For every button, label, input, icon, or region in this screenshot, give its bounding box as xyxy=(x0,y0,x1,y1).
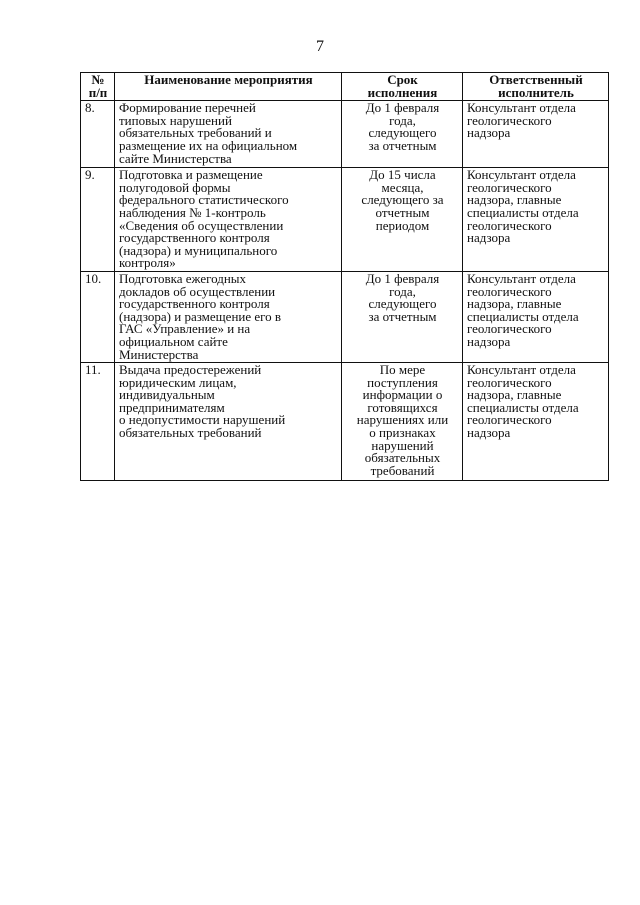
activity-name: Подготовка ежегодных докладов об осуществлении государственного контроля (надзора) и размещение его в ГАС «Управление» и на официальном сайте Министерства xyxy=(115,271,342,362)
table-row xyxy=(81,101,609,168)
activity-name: Подготовка и размещение полугодовой формы федерального статистического наблюдения № 1-контроль «Сведения об осуществлении государственного контроля (надзора) и муниципального контроля» xyxy=(115,168,342,272)
responsible: Консультант отдела геологического надзора, главные специалисты отдела геологического надзора xyxy=(463,363,609,481)
table-row xyxy=(81,271,609,362)
page-number: 7 xyxy=(316,38,324,55)
deadline: До 1 февраля года, следующего за отчетным xyxy=(342,101,463,168)
activity-name: Формирование перечней типовых нарушений обязательных требований и размещение их на официальном сайте Министерства xyxy=(115,101,342,168)
row-number: 10. xyxy=(81,271,115,362)
responsible: Консультант отдела геологического надзора, главные специалисты отдела геологического надзора xyxy=(463,271,609,362)
header-deadline: Срок исполнения xyxy=(342,73,463,101)
row-number: 8. xyxy=(81,101,115,168)
row-number: 11. xyxy=(81,363,115,481)
header-number: № п/п xyxy=(81,73,115,101)
deadline: До 1 февраля года, следующего за отчетным xyxy=(342,271,463,362)
row-number: 9. xyxy=(81,168,115,272)
deadline: До 15 числа месяца, следующего за отчетным периодом xyxy=(342,168,463,272)
deadline: По мере поступления информации о готовящихся нарушениях или о признаках нарушений обязательных требований xyxy=(342,363,463,481)
table-row xyxy=(81,363,609,481)
header-responsible: Ответственный исполнитель xyxy=(463,73,609,101)
responsible: Консультант отдела геологического надзора xyxy=(463,101,609,168)
responsible: Консультант отдела геологического надзора, главные специалисты отдела геологического надзора xyxy=(463,168,609,272)
table-header-row xyxy=(81,73,609,101)
activities-table xyxy=(80,72,609,481)
header-activity-name: Наименование мероприятия xyxy=(115,73,342,101)
table-row xyxy=(81,168,609,272)
activity-name: Выдача предостережений юридическим лицам, индивидуальным предпринимателям о недопустимости нарушений обязательных требований xyxy=(115,363,342,481)
